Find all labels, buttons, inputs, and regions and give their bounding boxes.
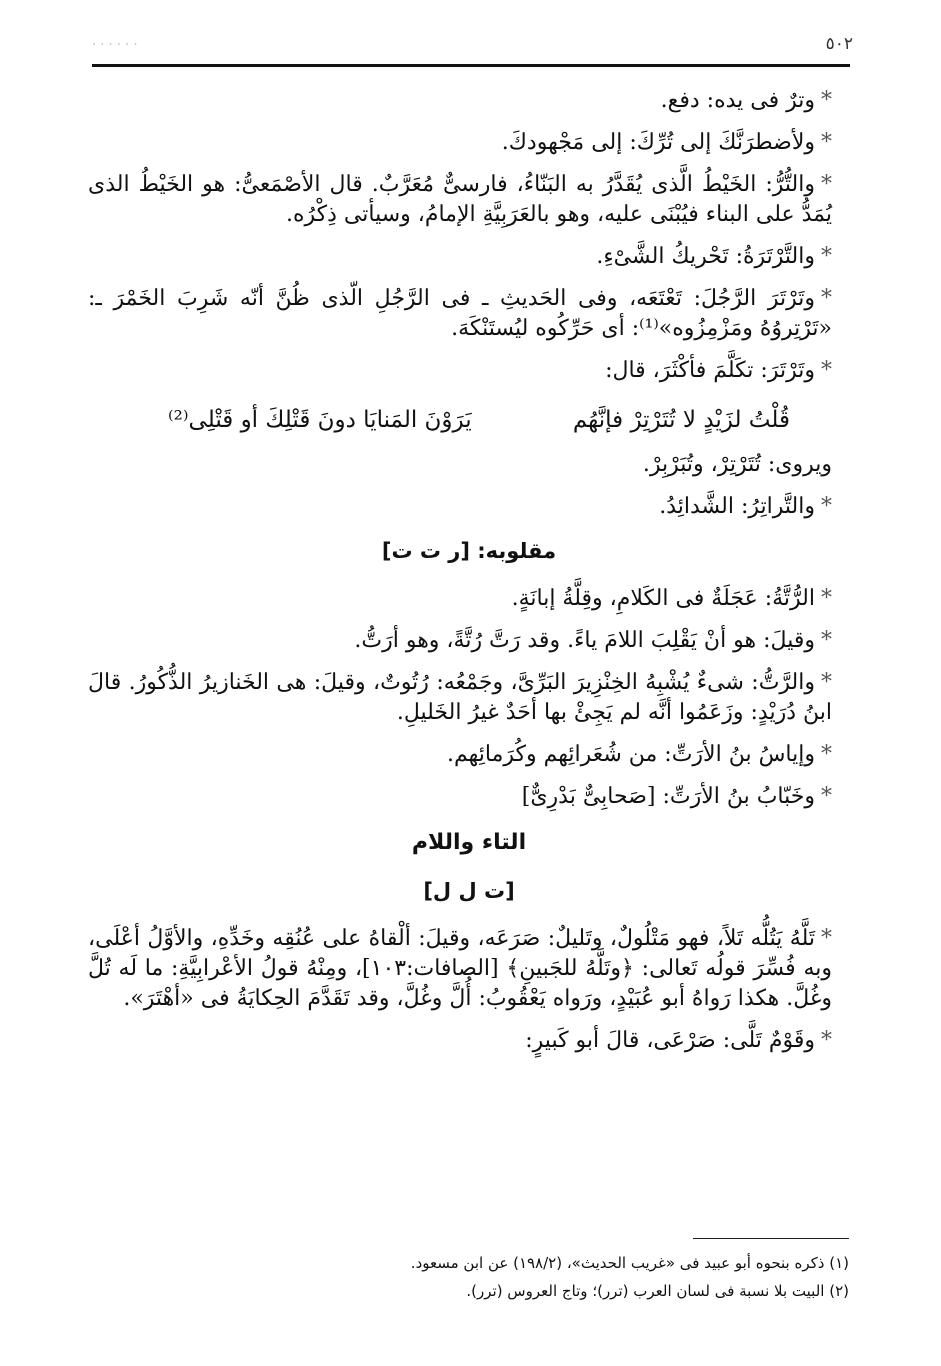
entry-line [88,782,850,812]
entry-line [88,668,850,728]
entry-text: وخَبّابُ بنُ الأرَتِّ: [صَحابِىٌّ بَدْرِىٌّ] [521,784,815,809]
entry-line [88,626,850,656]
entry-text: ولأضطرَنَّكَ إلى تُرِّكَ: إلى مَجْهودكَ. [501,130,815,155]
entry-marker: * [821,926,832,951]
entry-line [88,86,850,116]
chapter-heading: التاء واللام [411,830,527,855]
poetry-verse [88,398,850,442]
entry-marker: * [821,586,832,611]
entry-marker: * [821,784,832,809]
entry-marker: * [821,286,832,311]
footnote-rule [693,1238,849,1239]
entry-line [88,492,850,522]
entry-marker: * [821,742,832,767]
entry-line [88,740,850,770]
entry-text: وترٌ فى يده: دفع. [660,88,815,113]
entry-text: والتَّرْتَرَةُ: تَحْريكُ الشَّىْءِ. [596,244,815,269]
entry-text: تَلَّهُ يَتُلُّه تَلاً، فهو مَتْلُولٌ، وتَليلٌ: صَرَعَه، وقيلَ: ألْقاهُ على عُنُقِه وخَدِّهِ، والأوَّلُ أعْلَى، وبه فُسِّرَ قولُه تَعالى: ﴿وتَلَّهُ للجَبينِ﴾ [الصافات:١٠٣]، ومِنْهُ قولُ الأعْرابِيَّةِ: ما لَه تُلَّ وغُلَّ. هكذا رَواهُ أبو عُبَيْدٍ، ورَواه يَعْقُوبُ: أُلَّ وغُلَّ، وقد تَقَدَّمَ الحِكايَةُ فى «أهْتَرَ». [88,926,832,1011]
footnote-1: (١) ذكره بنحوه أبو عبيد فى «غريب الحديث»، (١٩٨/٢) عن ابن مسعود. [410,1254,849,1272]
running-header: . . . . . . [92,34,138,49]
main-text [88,86,850,1068]
entry-text: ويروى: تُتَرْتِرْ، وتُبَرْبِرْ. [642,452,832,477]
entry-text: وقَوْمٌ تَلَّى: صَرْعَى، قالَ أبو كَبيرٍ: [525,1028,815,1053]
root-heading: [ت ل ل] [423,879,515,903]
entry-text: والرَّتُّ: شىءٌ يُشْبِهُ الخِنْزِيرَ البَرِّىَّ، وجَمْعُه: رُتُوتٌ، وقيلَ: هى الخَنازيرُ الذُّكُورُ. قالَ ابنُ دُرَيْدٍ: وزَعَمُوا أنَّه لم يَجِئْ بها أحَدٌ غيرُ الخَليلِ. [88,670,832,725]
entry-marker: * [821,172,832,197]
entry-text: الرُّتَّةُ: عَجَلَةٌ فى الكَلامِ، وقِلَّةُ إبانَةٍ. [511,586,815,611]
entry-marker: * [821,670,832,695]
entry-line [88,170,850,230]
entry-line [88,584,850,614]
entry-text: وتَرْتَرَ الرَّجُلَ: تَعْتَعَه، وفى الحَديثِ ـ فى الرَّجُلِ الّذى ظُنَّ أنّه شَرِبَ الخَمْرَ ـ: «تَرْتِروُهُ ومَزْمِزُوه»⁽¹⁾: أى حَرِّكُوه ليُستَنْكَهَ. [88,286,832,341]
entry-text: والتُّرُّ: الخَيْطُ الَّذى يُقَدَّرُ به البَنّاءُ، فارسىٌّ مُعَرَّبٌ. قال الأصْمَعىُّ: هو الخَيْطُ الذى يُمَدُّ على البناء فيُبْنَى عليه، وهو بالعَرَبِيَّةِ الإمامُ، وسيأتى ذِكْرُه. [88,172,832,227]
footnotes [89,1250,849,1306]
entry-marker: * [821,358,832,383]
header-rule [92,64,850,67]
entry-line [88,242,850,272]
entry-marker: * [821,244,832,269]
entry-marker: * [821,1028,832,1053]
page-number: ٥٠٢ [825,34,853,54]
entry-text: وتَرْتَرَ: تكَلَّمَ فأكْثَرَ، قال: [605,358,815,383]
entry-marker: * [821,130,832,155]
footnote-2: (٢) البيت بلا نسبة فى لسان العرب (ترر)؛ وتاج العروس (ترر). [466,1282,849,1300]
entry-marker: * [821,628,832,653]
entry-line [88,450,850,480]
verse-second-hemistich: يَرَوْنَ المَنايَا دونَ قَتْلِكَ أو قَتْلِى⁽²⁾ [168,407,472,433]
verse-first-hemistich: قُلْتُ لزَيْدٍ لا تُتَرْتِرْ فإنَّهُم [572,407,790,433]
entry-text: والتَّراتِرُ: الشَّدائِدُ. [659,494,815,519]
entry-line [88,924,850,1014]
entry-marker: * [821,88,832,113]
entry-line [88,284,850,344]
entry-text: وقيلَ: هو أنْ يَقْلِبَ اللامَ ياءً. وقد رَتَّ رُتَّةً، وهو أرَتُّ. [354,628,815,653]
entry-text: وإياسُ بنُ الأرَتِّ: من شُعَرائِهم وكُرَمائِهم. [446,742,815,767]
section-heading: مقلوبه: [ر ت ت] [381,539,557,563]
entry-line [88,1026,850,1056]
entry-marker: * [821,494,832,519]
entry-line [88,356,850,386]
entry-line [88,128,850,158]
